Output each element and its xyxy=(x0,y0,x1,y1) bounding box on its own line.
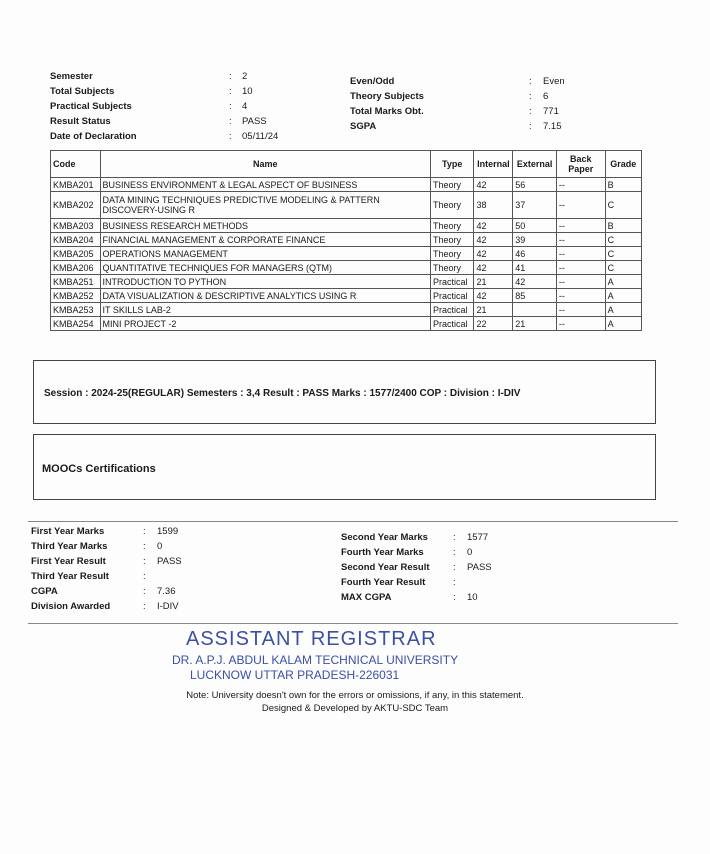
table-cell: 85 xyxy=(513,289,557,303)
table-cell: BUSINESS ENVIRONMENT & LEGAL ASPECT OF BUSINESS xyxy=(100,178,430,192)
field-separator: : xyxy=(453,562,456,573)
table-cell: 56 xyxy=(513,178,557,192)
field-label: Third Year Result xyxy=(31,571,109,582)
table-cell: KMBA202 xyxy=(51,192,101,219)
field-label: Practical Subjects xyxy=(50,101,132,112)
column-header: Internal xyxy=(474,151,513,178)
table-cell: Theory xyxy=(430,247,474,261)
table-cell: A xyxy=(605,317,641,331)
field-separator: : xyxy=(229,131,232,142)
table-cell: 42 xyxy=(513,275,557,289)
field-value: 7.15 xyxy=(543,121,562,132)
table-cell: -- xyxy=(556,275,605,289)
table-row xyxy=(51,317,642,331)
field-separator: : xyxy=(143,571,146,582)
table-cell: 42 xyxy=(474,219,513,233)
field-label: MAX CGPA xyxy=(341,592,392,603)
table-cell: KMBA205 xyxy=(51,247,101,261)
marks-table xyxy=(50,150,642,331)
table-cell: C xyxy=(605,261,641,275)
table-cell: KMBA204 xyxy=(51,233,101,247)
divider xyxy=(28,623,678,624)
field-separator: : xyxy=(143,541,146,552)
field-value: 0 xyxy=(157,541,163,552)
field-value: 7.36 xyxy=(157,586,176,597)
field-label: Second Year Marks xyxy=(341,532,428,543)
column-header: Back Paper xyxy=(556,151,605,178)
registrar-stamp-university: DR. A.P.J. ABDUL KALAM TECHNICAL UNIVERSITY xyxy=(172,653,459,667)
column-header: Name xyxy=(100,151,430,178)
table-cell: Theory xyxy=(430,261,474,275)
field-label: Total Marks Obt. xyxy=(350,106,424,117)
field-separator: : xyxy=(453,592,456,603)
table-cell: Practical xyxy=(430,289,474,303)
field-label: Fourth Year Result xyxy=(341,577,426,588)
table-cell: 21 xyxy=(474,275,513,289)
table-cell: C xyxy=(605,233,641,247)
table-cell: 21 xyxy=(474,303,513,317)
field-value: 05/11/24 xyxy=(242,131,279,142)
moocs-title: MOOCs Certifications xyxy=(42,463,156,475)
field-value: Even xyxy=(543,76,565,87)
table-cell: Practical xyxy=(430,303,474,317)
table-cell: 46 xyxy=(513,247,557,261)
table-cell: -- xyxy=(556,289,605,303)
table-row xyxy=(51,247,642,261)
column-header: Grade xyxy=(605,151,641,178)
field-label: Date of Declaration xyxy=(50,131,137,142)
field-separator: : xyxy=(453,547,456,558)
table-cell: -- xyxy=(556,178,605,192)
field-separator: : xyxy=(453,532,456,543)
table-cell: KMBA254 xyxy=(51,317,101,331)
registrar-stamp-address: LUCKNOW UTTAR PRADESH-226031 xyxy=(190,668,400,682)
table-cell: C xyxy=(605,247,641,261)
field-separator: : xyxy=(229,101,232,112)
table-cell: -- xyxy=(556,261,605,275)
moocs-box xyxy=(33,434,656,500)
field-separator: : xyxy=(229,116,232,127)
table-cell: Practical xyxy=(430,317,474,331)
table-row xyxy=(51,192,642,219)
divider xyxy=(28,521,678,522)
field-value: PASS xyxy=(467,562,492,573)
table-cell: -- xyxy=(556,303,605,317)
field-separator: : xyxy=(143,601,146,612)
table-cell xyxy=(513,303,557,317)
table-row xyxy=(51,233,642,247)
field-value: PASS xyxy=(157,556,182,567)
table-cell: Theory xyxy=(430,192,474,219)
table-cell: 42 xyxy=(474,178,513,192)
table-row xyxy=(51,219,642,233)
table-cell: KMBA252 xyxy=(51,289,101,303)
table-row xyxy=(51,303,642,317)
table-cell: KMBA206 xyxy=(51,261,101,275)
field-value: 0 xyxy=(467,547,473,558)
table-cell: B xyxy=(605,178,641,192)
table-cell: A xyxy=(605,289,641,303)
session-summary: Session : 2024-25(REGULAR) Semesters : 3,4 Result : PASS Marks : 1577/2400 COP : Division : I-DIV xyxy=(44,388,521,399)
field-value: 771 xyxy=(543,106,559,117)
table-cell: KMBA253 xyxy=(51,303,101,317)
table-cell: Theory xyxy=(430,219,474,233)
table-cell: 42 xyxy=(474,247,513,261)
field-label: Theory Subjects xyxy=(350,91,424,102)
table-cell: -- xyxy=(556,192,605,219)
field-value: 4 xyxy=(242,101,248,112)
table-cell: 42 xyxy=(474,289,513,303)
field-separator: : xyxy=(529,106,532,117)
table-cell: 42 xyxy=(474,261,513,275)
column-header: Code xyxy=(51,151,101,178)
field-separator: : xyxy=(453,577,456,588)
field-separator: : xyxy=(229,71,232,82)
field-label: First Year Result xyxy=(31,556,106,567)
table-cell: -- xyxy=(556,233,605,247)
table-cell: 41 xyxy=(513,261,557,275)
table-cell: INTRODUCTION TO PYTHON xyxy=(100,275,430,289)
field-label: First Year Marks xyxy=(31,526,105,537)
field-label: CGPA xyxy=(31,586,58,597)
field-label: Total Subjects xyxy=(50,86,115,97)
field-value: PASS xyxy=(242,116,267,127)
table-row xyxy=(51,289,642,303)
table-cell: 38 xyxy=(474,192,513,219)
field-separator: : xyxy=(529,121,532,132)
table-cell: OPERATIONS MANAGEMENT xyxy=(100,247,430,261)
table-cell: 21 xyxy=(513,317,557,331)
table-cell: Theory xyxy=(430,233,474,247)
registrar-stamp: ASSISTANT REGISTRAR xyxy=(186,628,437,650)
field-value: 10 xyxy=(242,86,253,97)
table-cell: A xyxy=(605,275,641,289)
field-label: SGPA xyxy=(350,121,377,132)
field-label: Second Year Result xyxy=(341,562,430,573)
session-box xyxy=(33,360,656,424)
field-separator: : xyxy=(529,76,532,87)
table-cell: 50 xyxy=(513,219,557,233)
table-cell: DATA MINING TECHNIQUES PREDICTIVE MODELING & PATTERN DISCOVERY-USING R xyxy=(100,192,430,219)
table-row xyxy=(51,275,642,289)
field-separator: : xyxy=(529,91,532,102)
table-cell: IT SKILLS LAB-2 xyxy=(100,303,430,317)
field-label: Even/Odd xyxy=(350,76,395,87)
field-separator: : xyxy=(143,586,146,597)
table-cell: KMBA251 xyxy=(51,275,101,289)
field-label: Division Awarded xyxy=(31,601,111,612)
table-cell: -- xyxy=(556,317,605,331)
table-cell: -- xyxy=(556,247,605,261)
table-cell: BUSINESS RESEARCH METHODS xyxy=(100,219,430,233)
table-header xyxy=(51,151,642,178)
field-label: Fourth Year Marks xyxy=(341,547,424,558)
field-label: Third Year Marks xyxy=(31,541,108,552)
table-cell: A xyxy=(605,303,641,317)
table-cell: MINI PROJECT -2 xyxy=(100,317,430,331)
table-cell: Practical xyxy=(430,275,474,289)
table-cell: 37 xyxy=(513,192,557,219)
field-value: 1599 xyxy=(157,526,179,537)
disclaimer-note: Note: University doesn't own for the errors or omissions, if any, in this statement. xyxy=(186,690,524,701)
table-cell: Theory xyxy=(430,178,474,192)
field-separator: : xyxy=(229,86,232,97)
table-cell: B xyxy=(605,219,641,233)
field-value: I-DIV xyxy=(157,601,179,612)
table-cell: -- xyxy=(556,219,605,233)
table-cell: FINANCIAL MANAGEMENT & CORPORATE FINANCE xyxy=(100,233,430,247)
column-header: External xyxy=(513,151,557,178)
field-label: Result Status xyxy=(50,116,111,127)
field-separator: : xyxy=(143,556,146,567)
table-row xyxy=(51,261,642,275)
table-cell: 22 xyxy=(474,317,513,331)
field-separator: : xyxy=(143,526,146,537)
field-label: Semester xyxy=(50,71,93,82)
table-cell: 42 xyxy=(474,233,513,247)
table-cell: QUANTITATIVE TECHNIQUES FOR MANAGERS (QTM) xyxy=(100,261,430,275)
developer-credit: Designed & Developed by AKTU-SDC Team xyxy=(261,703,449,714)
table-cell: KMBA203 xyxy=(51,219,101,233)
table-cell: C xyxy=(605,192,641,219)
field-value: 1577 xyxy=(467,532,489,543)
table-cell: 39 xyxy=(513,233,557,247)
field-value: 2 xyxy=(242,71,248,82)
field-value: 6 xyxy=(543,91,549,102)
table-cell: DATA VISUALIZATION & DESCRIPTIVE ANALYTICS USING R xyxy=(100,289,430,303)
column-header: Type xyxy=(430,151,474,178)
field-value: 10 xyxy=(467,592,478,603)
table-row xyxy=(51,178,642,192)
table-cell: KMBA201 xyxy=(51,178,101,192)
